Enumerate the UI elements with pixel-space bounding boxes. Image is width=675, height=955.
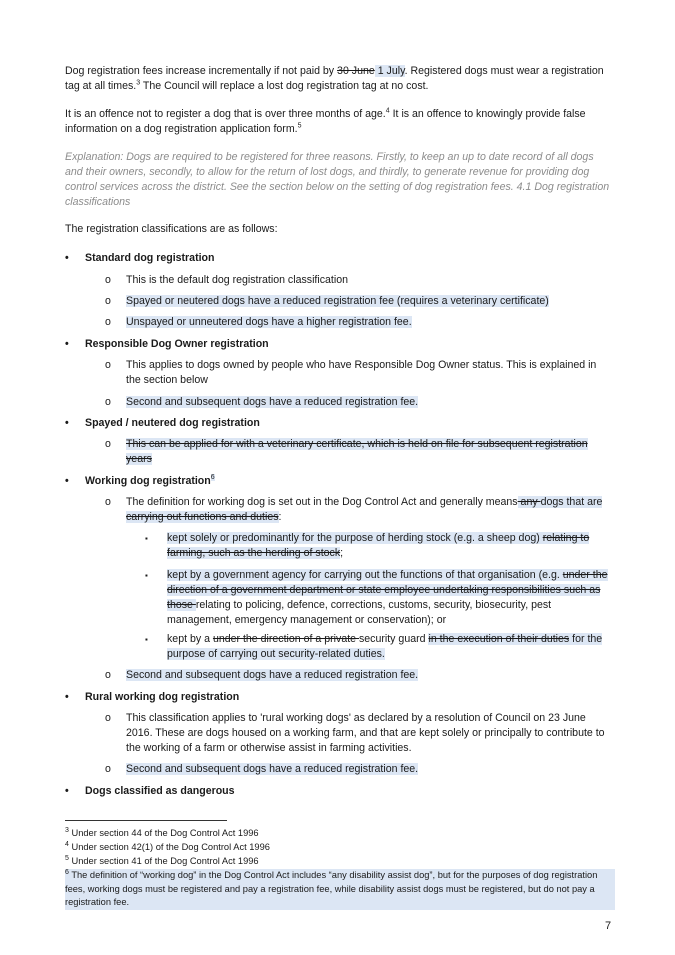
- circle-marker: o: [105, 396, 111, 408]
- responsible-item-1: o This applies to dogs owned by people who have Responsible Dog Owner status. This is explained in the section below: [105, 359, 597, 386]
- circle-marker: o: [105, 669, 111, 681]
- responsible-heading: Responsible Dog Owner registration: [85, 338, 269, 350]
- footnote-5: $^5$ Under section 41 of the Dog Control Act 1996: [65, 854, 259, 866]
- responsible-item-2: o Second and subsequent dogs have a reduced registration fee.: [105, 396, 419, 408]
- footnote-separator: [65, 820, 227, 821]
- working-item-definition: o The definition for working dog is set out in the Dog Control Act and generally means any dogs that are carrying out functions and duties:: [105, 496, 603, 523]
- rural-heading: Rural working dog registration: [85, 691, 240, 703]
- square-marker: ▪: [145, 534, 148, 543]
- circle-marker: o: [105, 295, 111, 307]
- bullet-marker: •: [65, 252, 69, 264]
- circle-marker: o: [105, 438, 111, 450]
- explanation-paragraph: Explanation: Dogs are required to be registered for three reasons. Firstly, to keep an up to date record of all dogs and their owners, secondly, to allow for the return of lost dogs, and thirdly, to generate revenue for providing dog control services across the district. See the section below on the setting of dog registration fees. 4.1 Dog registration classifications: [65, 151, 610, 208]
- offence-paragraph: It is an offence not to register a dog that is over three months of age.$^4$ It is an offence to knowingly provide false information on a dog registration application form.$^5$: [65, 107, 586, 135]
- spayed-item-1: o This can be applied for with a veterinary certificate, which is held on file for subsequent registration years: [105, 438, 588, 465]
- square-marker: ▪: [145, 571, 148, 580]
- bullet-marker: •: [65, 691, 69, 703]
- standard-item-1: o This is the default dog registration classification: [105, 274, 348, 286]
- working-sub-item-2: ▪ kept by a government agency for carrying out the functions of that organisation (e.g. under the direction of a government department or state employee undertaking responsibilities such as those relating to policing, defence, corrections, customs, security, biosecurity, pest management, emergency management or conservation); or: [145, 569, 608, 626]
- working-item-2: o Second and subsequent dogs have a reduced registration fee.: [105, 669, 419, 681]
- circle-marker: o: [105, 763, 111, 775]
- fees-paragraph: Dog registration fees increase incrementally if not paid by 30 June 1 July. Registered dogs must wear a registration tag at all times.$^3$ The Council will replace a lost dog registration tag at no cost.: [65, 65, 604, 92]
- bullet-marker: •: [65, 785, 69, 797]
- rural-item-2: o Second and subsequent dogs have a reduced registration fee.: [105, 763, 419, 775]
- bullet-marker: •: [65, 475, 69, 487]
- working-sub-item-1: ▪ kept solely or predominantly for the purpose of herding stock (e.g. a sheep dog) relating to farming, such as the herding of stock;: [145, 532, 590, 559]
- working-heading: Working dog registration$^6$: [85, 474, 215, 487]
- rural-item-1: o This classification applies to 'rural working dogs' as declared by a resolution of Council on 23 June 2016. These are dogs housed on a working farm, and that are kept solely or principally to contribute to the working of a farm or otherwise assist in farming activities.: [105, 712, 605, 754]
- standard-item-3: o Unspayed or unneutered dogs have a higher registration fee.: [105, 316, 412, 328]
- dangerous-heading: Dogs classified as dangerous: [85, 785, 235, 797]
- bullet-marker: •: [65, 338, 69, 350]
- footnote-6: $^6$ The definition of “working dog” in the Dog Control Act includes “any disability assist dog”, but for the purposes of dog registration fees, working dogs must be registered and pay a registration fee, while disability assist dogs must be registered, but do not pay a registration fee.: [65, 869, 615, 910]
- circle-marker: o: [105, 496, 111, 508]
- circle-marker: o: [105, 359, 111, 371]
- circle-marker: o: [105, 316, 111, 328]
- classifications-intro: The registration classifications are as follows:: [65, 223, 278, 235]
- working-sub-item-3: ▪ kept by a under the direction of a private security guard in the execution of their duties for the purpose of carrying out security-related duties.: [145, 633, 603, 660]
- spayed-heading: Spayed / neutered dog registration: [85, 417, 260, 429]
- circle-marker: o: [105, 712, 111, 724]
- footnote-4: $^4$ Under section 42(1) of the Dog Control Act 1996: [65, 840, 270, 852]
- bullet-marker: •: [65, 417, 69, 429]
- page-number: 7: [605, 920, 612, 932]
- footnote-3: $^3$ Under section 44 of the Dog Control Act 1996: [65, 826, 259, 838]
- standard-heading: Standard dog registration: [85, 252, 215, 264]
- standard-item-2: o Spayed or neutered dogs have a reduced registration fee (requires a veterinary certificate): [105, 295, 549, 307]
- square-marker: ▪: [145, 635, 148, 644]
- circle-marker: o: [105, 274, 111, 286]
